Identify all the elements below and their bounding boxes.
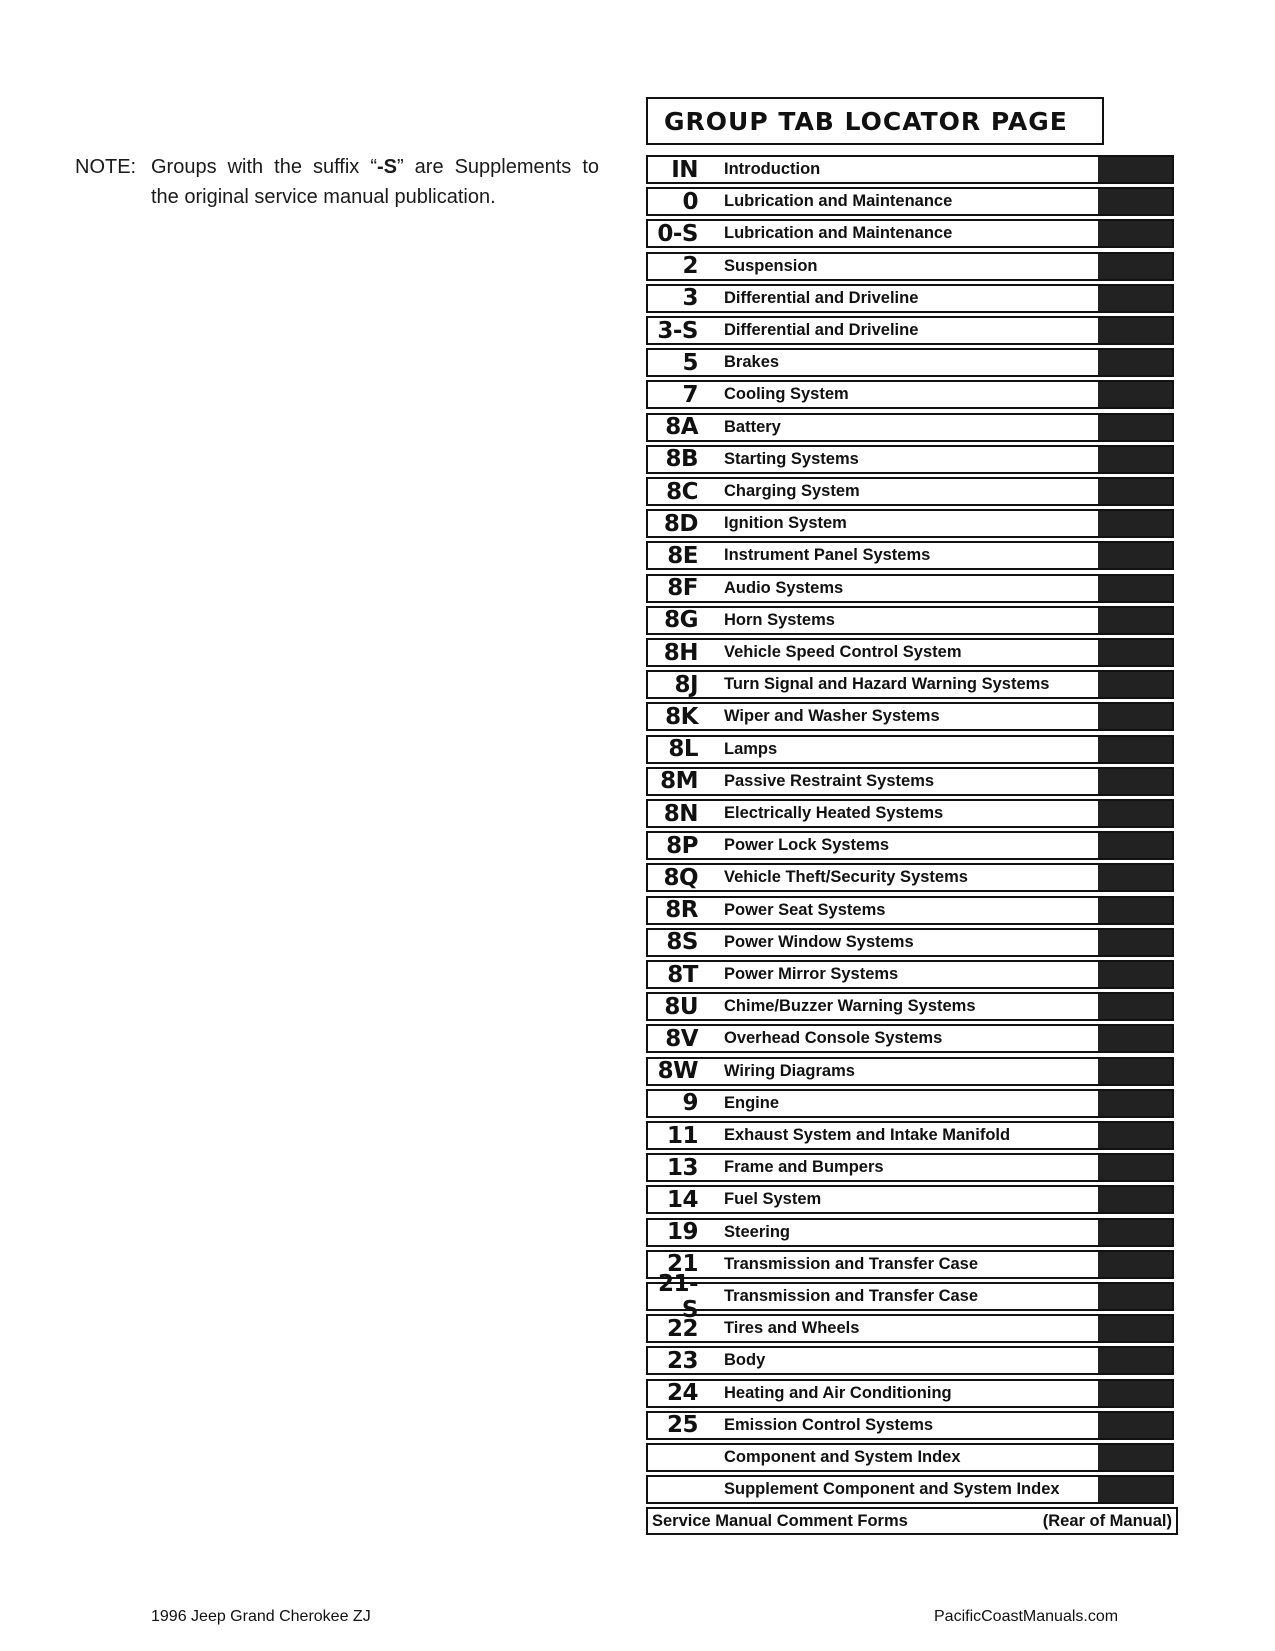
group-tab-row[interactable] (646, 896, 1174, 925)
group-name: Charging System (724, 482, 860, 500)
group-tab-row[interactable] (646, 863, 1174, 892)
group-number: 8K (665, 703, 698, 730)
group-tab-row[interactable] (646, 670, 1174, 699)
group-number: 8A (665, 414, 698, 441)
tab-marker (1098, 576, 1172, 601)
group-name: Audio Systems (724, 578, 844, 597)
tab-marker (1098, 962, 1172, 987)
group-number: 8L (668, 736, 698, 763)
tab-marker (1098, 189, 1172, 214)
group-number: 2 (682, 253, 698, 280)
group-number: 8B (665, 446, 698, 473)
group-tab-row[interactable] (646, 1185, 1174, 1214)
tab-marker (1098, 543, 1172, 568)
group-tab-row[interactable] (646, 960, 1174, 989)
tab-marker (1098, 254, 1172, 279)
tab-marker (1098, 1348, 1172, 1373)
tab-marker (1098, 801, 1172, 826)
tab-marker (1098, 350, 1172, 375)
footer-vehicle: 1996 Jeep Grand Cherokee ZJ (151, 1608, 371, 1625)
group-number: 21-S (657, 1270, 698, 1323)
footer-website[interactable]: PacificCoastManuals.com (934, 1608, 1119, 1625)
group-tab-row[interactable] (646, 606, 1174, 635)
tab-marker (1098, 1284, 1172, 1309)
group-name: Chime/Buzzer Warning Systems (724, 997, 976, 1016)
group-tab-row[interactable] (646, 1270, 1174, 1323)
group-tab-row[interactable] (646, 638, 1174, 667)
group-tab-row[interactable] (646, 1475, 1174, 1504)
group-number: 14 (666, 1186, 698, 1213)
group-tab-row[interactable] (646, 799, 1174, 828)
group-name: Brakes (724, 353, 780, 372)
group-tab-row[interactable] (646, 1443, 1174, 1472)
tab-marker (1098, 1316, 1172, 1341)
group-number: 3 (682, 285, 698, 312)
group-number: 8D (663, 510, 698, 537)
page-title: GROUP TAB LOCATOR PAGE (646, 97, 1104, 145)
group-tab-row[interactable] (646, 1153, 1174, 1182)
tab-marker (1098, 608, 1172, 633)
group-name: Vehicle Speed Control System (724, 643, 962, 661)
group-number: 8E (667, 542, 698, 569)
group-name: Passive Restraint Systems (724, 771, 935, 790)
group-tab-row[interactable] (646, 735, 1174, 764)
group-number: 8T (667, 961, 698, 988)
tab-marker (1098, 221, 1172, 246)
group-number: 8M (660, 768, 698, 795)
group-name: Cooling System (724, 385, 849, 404)
tab-marker (1098, 1413, 1172, 1438)
group-tab-row[interactable] (646, 1218, 1174, 1247)
group-number: 21 (666, 1251, 698, 1278)
tab-marker (1098, 769, 1172, 794)
tab-marker (1098, 1123, 1172, 1148)
tab-marker (1098, 737, 1172, 762)
group-name: Exhaust System and Intake Manifold (724, 1126, 1011, 1144)
group-number: 8J (674, 671, 698, 698)
group-tab-row[interactable] (646, 445, 1174, 474)
tab-marker (1098, 1445, 1172, 1470)
supplement-note (75, 152, 599, 212)
group-number: 8C (666, 478, 698, 505)
group-name: Vehicle Theft/Security Systems (724, 868, 968, 887)
group-tab-row[interactable] (646, 1411, 1174, 1440)
group-number: 19 (666, 1219, 698, 1246)
group-tab-row[interactable] (646, 284, 1174, 313)
tab-marker (1098, 930, 1172, 955)
group-name: Wiring Diagrams (724, 1061, 855, 1080)
group-number: 8P (666, 832, 698, 859)
group-name: Instrument Panel Systems (724, 546, 931, 565)
group-name: Supplement Component and System Index (724, 1480, 1060, 1499)
group-tab-row[interactable] (646, 702, 1174, 731)
tab-marker (1098, 511, 1172, 536)
group-name: Starting Systems (724, 449, 859, 468)
note-line-2: the original service manual publication. (151, 186, 496, 208)
group-number: 8U (664, 993, 698, 1020)
comment-forms-label: Service Manual Comment Forms (652, 1511, 908, 1530)
tab-marker (1098, 1026, 1172, 1051)
group-number: 3-S (657, 317, 698, 344)
group-name: Power Lock Systems (724, 836, 890, 855)
group-name: Lubrication and Maintenance (724, 192, 953, 211)
group-tab-locator (646, 97, 1172, 1530)
group-name: Suspension (724, 256, 818, 275)
group-name: Body (724, 1351, 766, 1370)
group-name: Emission Control Systems (724, 1415, 934, 1434)
group-name: Electrically Heated Systems (724, 804, 944, 822)
group-number: 24 (666, 1380, 698, 1407)
group-tab-row[interactable] (646, 541, 1174, 570)
group-number: 22 (666, 1315, 698, 1342)
group-number: 23 (666, 1347, 698, 1374)
group-number: 8H (663, 639, 698, 666)
tab-marker (1098, 318, 1172, 343)
group-number: 8N (663, 800, 698, 827)
tab-marker (1098, 415, 1172, 440)
group-tab-row[interactable] (646, 219, 1174, 248)
tab-marker (1098, 1381, 1172, 1406)
group-tab-row[interactable] (646, 992, 1174, 1021)
group-number: 8S (666, 929, 698, 956)
tab-marker (1098, 1477, 1172, 1502)
group-tab-row[interactable] (646, 155, 1174, 184)
group-name: Differential and Driveline (724, 288, 919, 307)
tab-marker (1098, 704, 1172, 729)
group-tab-row[interactable] (646, 413, 1174, 442)
group-number: 8V (665, 1025, 698, 1052)
group-number: 8Q (663, 864, 698, 891)
group-name: Ignition System (724, 514, 847, 533)
tab-marker (1098, 833, 1172, 858)
comment-forms-location: (Rear of Manual) (1042, 1511, 1172, 1530)
group-number: 8F (667, 575, 698, 602)
group-number: 8G (664, 607, 698, 634)
group-name: Power Mirror Systems (724, 965, 899, 983)
group-tab-row[interactable] (646, 831, 1174, 860)
group-name: Heating and Air Conditioning (724, 1383, 952, 1402)
group-tab-row[interactable] (646, 1314, 1174, 1343)
group-name: Transmission and Transfer Case (724, 1287, 979, 1305)
group-name: Horn Systems (724, 610, 835, 629)
group-name: Power Window Systems (724, 932, 914, 951)
group-number: IN (671, 156, 698, 183)
tab-marker (1098, 898, 1172, 923)
group-tab-row[interactable] (646, 348, 1174, 377)
group-number: 13 (666, 1154, 698, 1181)
note-line-1: Groups with the suffix “-S” are Supplements to (151, 156, 599, 178)
group-tab-row[interactable] (646, 252, 1174, 281)
group-tab-row[interactable] (646, 928, 1174, 957)
note-label: NOTE: (75, 156, 137, 178)
group-tab-row[interactable] (646, 1250, 1174, 1279)
group-number: 11 (666, 1122, 698, 1149)
group-tab-row[interactable] (646, 767, 1174, 796)
comment-forms-row[interactable] (646, 1507, 1178, 1535)
group-name: Component and System Index (724, 1448, 961, 1466)
tab-marker (1098, 479, 1172, 504)
group-name: Lubrication and Maintenance (724, 224, 953, 243)
group-name: Power Seat Systems (724, 900, 886, 919)
tab-marker (1098, 1155, 1172, 1180)
group-name: Overhead Console Systems (724, 1029, 943, 1048)
group-number: 8W (657, 1058, 698, 1085)
tab-marker (1098, 157, 1172, 182)
group-number: 0-S (657, 220, 698, 247)
group-tab-row[interactable] (646, 1379, 1174, 1408)
group-number: 9 (682, 1090, 698, 1117)
tab-marker (1098, 1220, 1172, 1245)
group-tab-row[interactable] (646, 380, 1174, 409)
group-tab-row[interactable] (646, 509, 1174, 538)
tab-marker (1098, 994, 1172, 1019)
tab-marker (1098, 1059, 1172, 1084)
group-number: 0 (682, 188, 698, 215)
group-tab-row[interactable] (646, 1346, 1174, 1375)
group-tab-row[interactable] (646, 316, 1174, 345)
group-tab-row[interactable] (646, 1089, 1174, 1118)
group-name: Tires and Wheels (724, 1319, 860, 1338)
group-number: 7 (682, 381, 698, 408)
group-name: Lamps (724, 739, 778, 758)
group-name: Engine (724, 1093, 780, 1112)
group-tab-row[interactable] (646, 477, 1174, 506)
group-tab-row[interactable] (646, 574, 1174, 603)
group-tab-row[interactable] (646, 1024, 1174, 1053)
tab-marker (1098, 447, 1172, 472)
group-name: Battery (724, 417, 781, 436)
group-name: Transmission and Transfer Case (724, 1254, 979, 1273)
group-number: 8R (665, 897, 698, 924)
tab-marker (1098, 640, 1172, 665)
group-name: Fuel System (724, 1190, 822, 1209)
tab-marker (1098, 286, 1172, 311)
tab-marker (1098, 1252, 1172, 1277)
group-tab-row[interactable] (646, 1057, 1174, 1086)
tab-marker (1098, 1091, 1172, 1116)
group-tab-row[interactable] (646, 187, 1174, 216)
tab-marker (1098, 382, 1172, 407)
group-name: Introduction (724, 160, 821, 178)
group-tab-row[interactable] (646, 1121, 1174, 1150)
tab-marker (1098, 1187, 1172, 1212)
group-number: 5 (682, 349, 698, 376)
group-name: Frame and Bumpers (724, 1158, 884, 1177)
group-name: Wiper and Washer Systems (724, 707, 940, 726)
group-name: Steering (724, 1222, 791, 1241)
group-number: 25 (666, 1412, 698, 1439)
group-name: Turn Signal and Hazard Warning Systems (724, 675, 1050, 694)
tab-marker (1098, 865, 1172, 890)
group-name: Differential and Driveline (724, 321, 919, 339)
tab-marker (1098, 672, 1172, 697)
